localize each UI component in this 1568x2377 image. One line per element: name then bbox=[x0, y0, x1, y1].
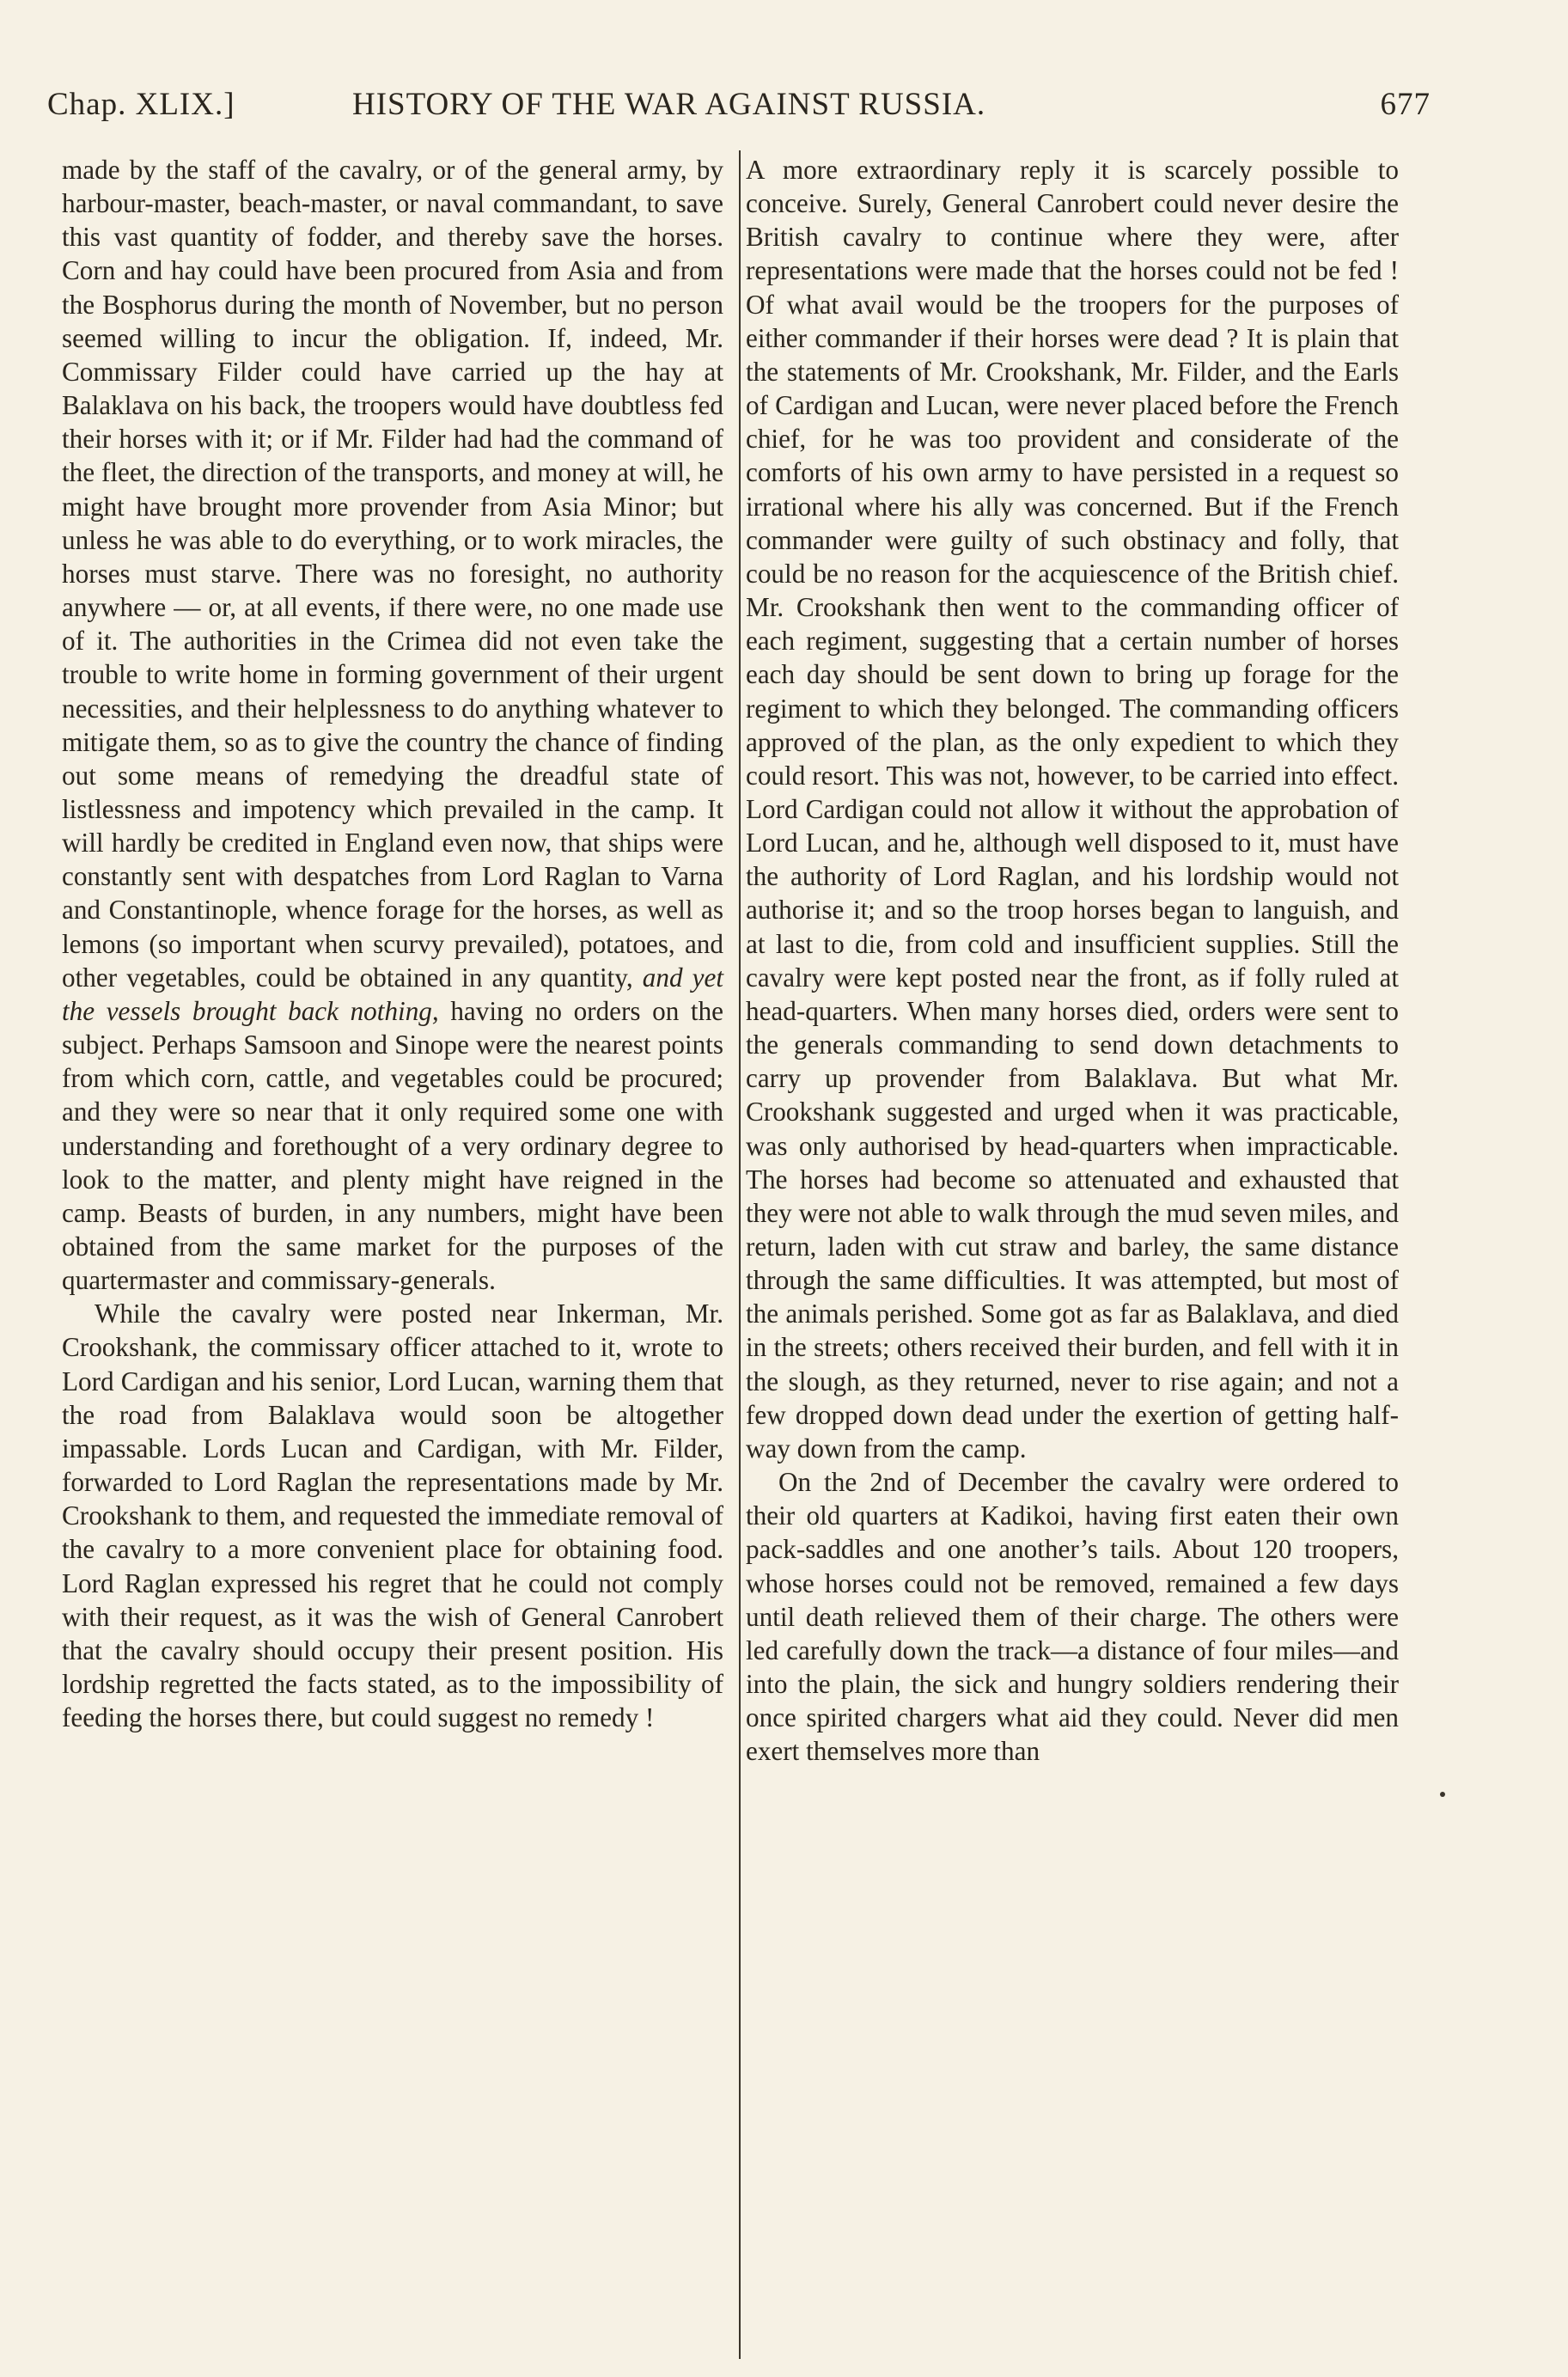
italic-text: and yet the vessels brought back nothing, bbox=[62, 962, 723, 1026]
left-column bbox=[62, 153, 723, 1734]
paragraph-text: made by the staff of the cavalry, or of the general army, by harbour-master, beach-master, or naval commandant, to save this vast quantity of fodder, and thereby save the horses. Corn and hay could have been procured from Asia and from the Bosphorus during the month of November, but no person seemed willing to incur the obligation. If, indeed, Mr. Commissary Filder could have carried up the hay at Balaklava on his back, the troopers would have doubtless fed their horses with it; or if Mr. Filder had had the command of the fleet, the direction of the transports, and money at will, he might have brought more provender from Asia Minor; but unless he was able to do everything, or to work miracles, the horses must starve. There was no foresight, no authority anywhere — or, at all events, if there were, no one made use of it. The authorities in the Crimea did not even take the trouble to write home in forming government of their urgent necessities, and their helplessness to do anything whatever to mitigate them, so as to give the country the chance of finding out some means of remedying the dreadful state of listlessness and impotency which prevailed in the camp. It will hardly be credited in England even now, that ships were constantly sent with despatches from Lord Raglan to Varna and Constantinople, whence forage for the horses, as well as lemons (so important when scurvy prevailed), potatoes, and other vegetables, could be obtained in any quantity, bbox=[62, 155, 723, 993]
paragraph: A more extraordinary reply it is scarcely possible to conceive. Surely, General Canrobert could never desire the British cavalry to continue where they were, after representations were made that the horses could not be fed ! Of what avail would be the troopers for the purposes of either commander if their horses were dead ? It is plain that the statements of Mr. Crookshank, Mr. Filder, and the Earls of Cardigan and Lucan, were never placed before the French chief, for he was too provident and considerate of the comforts of his own army to have persisted in a request so irrational where his ally was concerned. But if the French commander were guilty of such obstinacy and folly, that could be no reason for the acquiescence of the British chief. Mr. Crookshank then went to the commanding officer of each regiment, suggesting that a certain number of horses each day should be sent down to bring up forage for the regiment to which they belonged. The commanding officers approved of the plan, as the only expedient to which they could resort. This was not, however, to be carried into effect. Lord Cardigan could not allow it without the approbation of Lord Lucan, and he, although well disposed to it, must have the authority of Lord Raglan, and his lordship would not authorise it; and so the troop horses began to languish, and at last to die, from cold and insufficient supplies. Still the cavalry were kept posted near the front, as if folly ruled at head-quarters. When many horses died, orders were sent to the generals commanding to send down detachments to carry up provender from Balaklava. But what Mr. Crookshank suggested and urged when it was practicable, was only authorised by head-quarters when impracticable. The horses had become so attenuated and exhausted that they were not able to walk through the mud seven miles, and return, laden with cut straw and barley, the same distance through the same difficulties. It was attempted, but most of the animals perished. Some got as far as Balaklava, and died in the streets; others received their burden, and fell with it in the slough, as they returned, never to rise again; and not a few dropped down dead under the exertion of getting half-way down from the camp. bbox=[746, 155, 1399, 1463]
right-column bbox=[746, 153, 1399, 1769]
column-divider bbox=[739, 150, 741, 2359]
paragraph bbox=[62, 153, 723, 1297]
running-title: HISTORY OF THE WAR AGAINST RUSSIA. bbox=[352, 87, 986, 122]
margin-mark bbox=[1440, 1792, 1445, 1797]
running-head bbox=[47, 86, 1431, 137]
page-number: 677 bbox=[1380, 87, 1431, 122]
paragraph: On the 2nd of December the cavalry were ordered to their old quarters at Kadikoi, having first eaten their own pack-saddles and one another’s tails. About 120 troopers, whose horses could not be removed, remained a few days until death relieved them of their charge. The others were led carefully down the track—a distance of four miles—and into the plain, the sick and hungry soldiers rendering their once spirited chargers what aid they could. Never did men exert themselves more than bbox=[746, 1467, 1399, 1767]
paragraph: While the cavalry were posted near Inkerman, Mr. Crookshank, the commissary officer attached to it, wrote to Lord Cardigan and his senior, Lord Lucan, warning them that the road from Balaklava would soon be altogether impassable. Lords Lucan and Cardigan, with Mr. Filder, forwarded to Lord Raglan the representations made by Mr. Crookshank to them, and requested the immediate removal of the cavalry to a more convenient place for obtaining food. Lord Raglan expressed his regret that he could not comply with their request, as it was the wish of General Canrobert that the cavalry should occupy their present position. His lordship regretted the facts stated, as to the impossibility of feeding the horses there, but could suggest no remedy ! bbox=[62, 1298, 723, 1733]
paragraph-text: having no orders on the subject. Perhaps Samsoon and Sinope were the nearest points from which corn, cattle, and vegetables could be procured; and they were so near that it only required some one with understanding and forethought of a very ordinary degree to look to the matter, and plenty might have reigned in the camp. Beasts of burden, in any numbers, might have been obtained from the same market for the purposes of the quartermaster and commissary-generals. bbox=[62, 995, 724, 1296]
chapter-label: Chap. XLIX.] bbox=[47, 87, 235, 122]
